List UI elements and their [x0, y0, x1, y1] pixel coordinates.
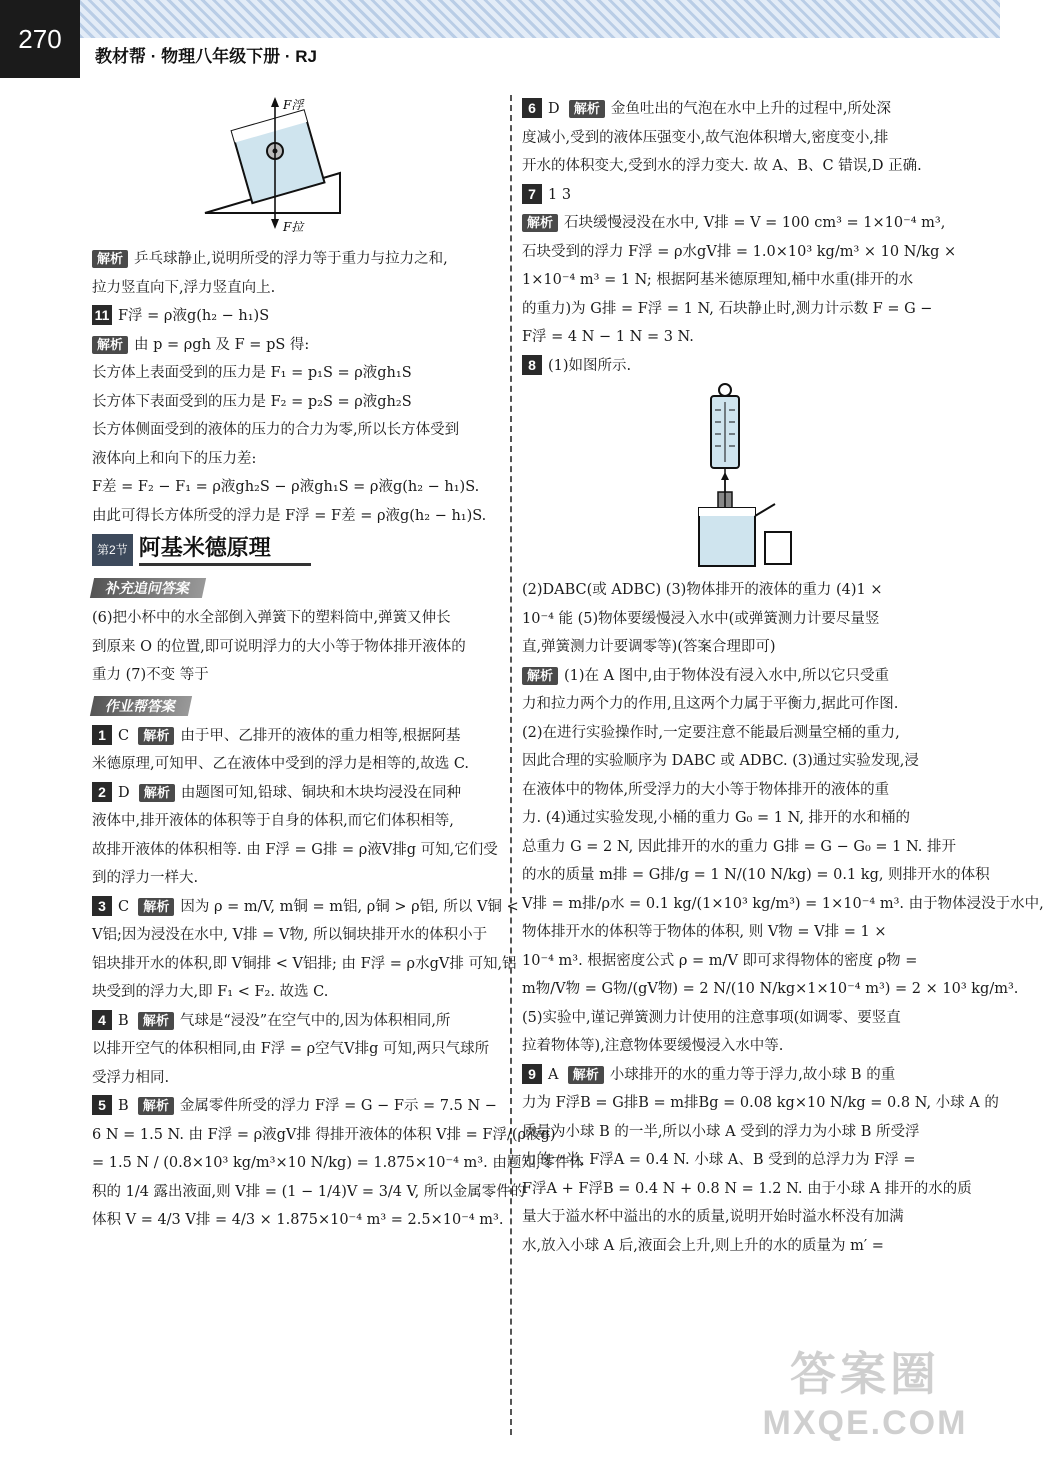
- text-line: 铝块排开水的体积,即 V铜排 < V铝排; 由 F浮 = ρ水gV排 可知,铝: [92, 955, 517, 972]
- text-line: 液体中,排开液体的体积等于自身的体积,而它们体积相等,: [92, 813, 454, 829]
- question-2: 2 D 解析 由题图可知,铅球、铜块和木块均浸没在同种: [92, 779, 498, 808]
- analysis-tag: 解析: [92, 336, 128, 354]
- question-9: 9 A 解析 小球排开的水的重力等于浮力,故小球 B 的重: [522, 1061, 928, 1090]
- question-number: 11: [92, 305, 112, 325]
- text-line: F差 = F₂ − F₁ = ρ液gh₂S − ρ液gh₁S = ρ液g(h₂ − h₁)S.: [92, 479, 480, 495]
- page-header: [0, 0, 1000, 78]
- text-line: 石块受到的浮力 F浮 = ρ水gV排 = 1.0×10³ kg/m³ × 10 N/kg ×: [522, 243, 957, 260]
- analysis-tag: 解析: [92, 250, 128, 268]
- book-title: 教材帮 · 物理八年级下册 · RJ: [95, 47, 317, 66]
- text-line: 块受到的浮力大,即 F₁ < F₂. 故选 C.: [92, 984, 329, 1000]
- ribbon-homework: 作业帮答案: [90, 696, 192, 716]
- text-line: 量大于溢水杯中溢出的水的质量,说明开始时溢水杯没有加满: [522, 1209, 904, 1225]
- text-line: 质量为小球 B 的一半,所以小球 A 受到的浮力为小球 B 所受浮: [522, 1123, 920, 1140]
- analysis-line: 解析 石块缓慢浸没在水中, V排 = V = 100 cm³ = 1×10⁻⁴ m³,: [522, 209, 928, 238]
- text-line: 力和拉力两个力的作用,且这两个力属于平衡力,据此可作图.: [522, 696, 899, 712]
- text-line: 到的浮力一样大.: [92, 870, 199, 886]
- text-line: V排 = m排/ρ水 = 0.1 kg/(1×10³ kg/m³) = 1×10⁻⁴ m³. 由于物体浸没于水中,: [522, 895, 1044, 912]
- question-3: 3 C 解析 因为 ρ = m/V, m铜 = m铝, ρ铜 > ρ铝, 所以 V铜 <: [92, 893, 498, 922]
- text-line: 1×10⁻⁴ m³ = 1 N; 根据阿基米德原理知,桶中水重(排开的水: [522, 272, 914, 288]
- text-line: F浮A + F浮B = 0.4 N + 0.8 N = 1.2 N. 由于小球 A 排开的水的质: [522, 1180, 972, 1197]
- figure-ping-pong-ball: [195, 95, 395, 245]
- text-line: (2)DABC(或 ADBC) (3)物体排开的液体的重力 (4)1 ×: [522, 582, 883, 598]
- text-line: 力为 F浮B = G排B = m排Bg = 0.08 kg×10 N/kg = 0.8 N, 小球 A 的: [522, 1095, 999, 1111]
- question-6: 6 D 解析 金鱼吐出的气泡在水中上升的过程中,所处深: [522, 95, 928, 124]
- text-line: 度减小,受到的液体压强变小,故气泡体积增大,密度变小,排: [522, 129, 889, 146]
- text-line: 6 N = 1.5 N. 由 F浮 = ρ液gV排 得排开液体的体积 V排 = F浮/(ρ液g): [92, 1126, 556, 1143]
- text-line: 10⁻⁴ 能 (5)物体要缓慢浸入水中(或弹簧测力计要尽量竖: [522, 610, 880, 627]
- text-line: = 1.5 N / (0.8×10³ kg/m³×10 N/kg) = 1.875×10⁻⁴ m³. 由题知,零件体: [92, 1155, 584, 1171]
- text-line: V铝;因为浸没在水中, V排 = V物, 所以铜块排开水的体积小于: [92, 927, 488, 943]
- section-badge: 第2节: [92, 534, 133, 567]
- question-8: 8 (1)如图所示.: [522, 352, 928, 381]
- question-4: 4 B 解析 气球是“浸没”在空气中的,因为体积相同,所: [92, 1007, 498, 1036]
- text-line: 力. (4)通过实验发现,小桶的重力 G₀ = 1 N, 排开的水和桶的: [522, 810, 911, 826]
- text-line: 积的 1/4 露出液面,则 V排 = (1 − 1/4)V = 3/4 V, 所以金属零件的: [92, 1183, 526, 1200]
- text-line: 以排开空气的体积相同,由 F浮 = ρ空气V排g 可知,两只气球所: [92, 1041, 490, 1057]
- header-pattern: [80, 0, 1000, 38]
- text-line: 10⁻⁴ m³. 根据密度公式 ρ = m/V 即可求得物体的密度 ρ物 =: [522, 952, 918, 969]
- text-line: 的水的质量 m排 = G排/g = 1 N/(10 N/kg) = 0.1 kg, 则排开水的体积: [522, 867, 990, 883]
- analysis-line: 解析 乒乓球静止,说明所受的浮力等于重力与拉力之和,: [92, 245, 498, 274]
- text-line: 由此可得长方体所受的浮力是 F浮 = F差 = ρ液g(h₂ − h₁)S.: [92, 507, 487, 524]
- text-line: 的重力)为 G排 = F浮 = 1 N, 石块静止时,测力计示数 F = G −: [522, 300, 933, 317]
- text-line: 液体向上和向下的压力差:: [92, 450, 257, 467]
- text-line: 长方体侧面受到的液体的压力的合力为零,所以长方体受到: [92, 422, 460, 438]
- text-line: 米德原理,可知甲、乙在液体中受到的浮力是相等的,故选 C.: [92, 756, 470, 772]
- figure-spring-scale: [625, 380, 825, 576]
- text-line: 到原来 O 的位置,即可说明浮力的大小等于物体排开液体的: [92, 638, 466, 655]
- question-5: 5 B 解析 金属零件所受的浮力 F浮 = G − F示 = 7.5 N −: [92, 1092, 498, 1121]
- label-buoyancy: F浮: [283, 98, 304, 112]
- analysis-line: 解析 (1)在 A 图中,由于物体没有浸入水中,所以它只受重: [522, 662, 928, 691]
- text-line: 水,放入小球 A 后,液面会上升,则上升的水的质量为 m′ =: [522, 1237, 884, 1254]
- text-line: (5)实验中,谨记弹簧测力计使用的注意事项(如调零、要竖直: [522, 1009, 901, 1026]
- text-line: 长方体上表面受到的压力是 F₁ = p₁S = ρ液gh₁S: [92, 365, 412, 381]
- text-line: 故排开液体的体积相等. 由 F浮 = G排 = ρ液V排g 可知,它们受: [92, 841, 498, 858]
- question-7: 7 1 3: [522, 181, 928, 210]
- section-title: 阿基米德原理: [139, 534, 311, 566]
- right-column: [522, 95, 1044, 1260]
- text-line: (6)把小杯中的水全部倒入弹簧下的塑料筒中,弹簧又伸长: [92, 610, 451, 626]
- page-number: 270: [0, 0, 80, 78]
- text-line: 直,弹簧测力计要调零等)(答案合理即可): [522, 639, 776, 655]
- text-line: 力的一半, F浮A = 0.4 N. 小球 A、B 受到的总浮力为 F浮 =: [522, 1152, 916, 1168]
- text-line: (2)在进行实验操作时,一定要注意不能最后测量空桶的重力,: [522, 724, 900, 741]
- text-line: 在液体中的物体,所受浮力的大小等于物体排开的液体的重: [522, 781, 890, 798]
- text-line: m物/V物 = G物/(gV物) = 2 N/(10 N/kg×1×10⁻⁴ m³) = 2 × 10³ kg/m³.: [522, 981, 1019, 997]
- text-line: 长方体下表面受到的压力是 F₂ = p₂S = ρ液gh₂S: [92, 393, 412, 410]
- analysis-line: 解析 由 p = ρgh 及 F = pS 得:: [92, 331, 498, 360]
- text-line: 物体排开水的体积等于物体的体积, 则 V物 = V排 = 1 ×: [522, 924, 887, 940]
- text-line: 拉着物体等),注意物体要缓慢浸入水中等.: [522, 1038, 784, 1054]
- ribbon-supplement: 补充追问答案: [90, 578, 206, 598]
- column-divider: [510, 95, 512, 1435]
- section-heading: [92, 534, 498, 566]
- text-line: 体积 V = 4/3 V排 = 4/3 × 1.875×10⁻⁴ m³ = 2.5×10⁻⁴ m³.: [92, 1212, 504, 1228]
- text-line: 受浮力相同.: [92, 1069, 170, 1086]
- label-tension: F拉: [283, 220, 304, 234]
- text-line: 开水的体积变大,受到水的浮力变大. 故 A、B、C 错误,D 正确.: [522, 158, 922, 174]
- watermark: 答案圈 MXQE.COM: [762, 1348, 968, 1442]
- text-line: 因此合理的实验顺序为 DABC 或 ADBC. (3)通过实验发现,浸: [522, 753, 919, 769]
- question-1: 1 C 解析 由于甲、乙排开的液体的重力相等,根据阿基: [92, 722, 498, 751]
- text-line: 总重力 G = 2 N, 因此排开的水的重力 G排 = G − G₀ = 1 N. 排开: [522, 838, 956, 855]
- text-line: F浮 = 4 N − 1 N = 3 N.: [522, 329, 694, 345]
- text-line: 拉力竖直向下,浮力竖直向上.: [92, 279, 276, 296]
- text-line: 重力 (7)不变 等于: [92, 667, 209, 683]
- question-11: 11 F浮 = ρ液g(h₂ − h₁)S: [92, 302, 498, 331]
